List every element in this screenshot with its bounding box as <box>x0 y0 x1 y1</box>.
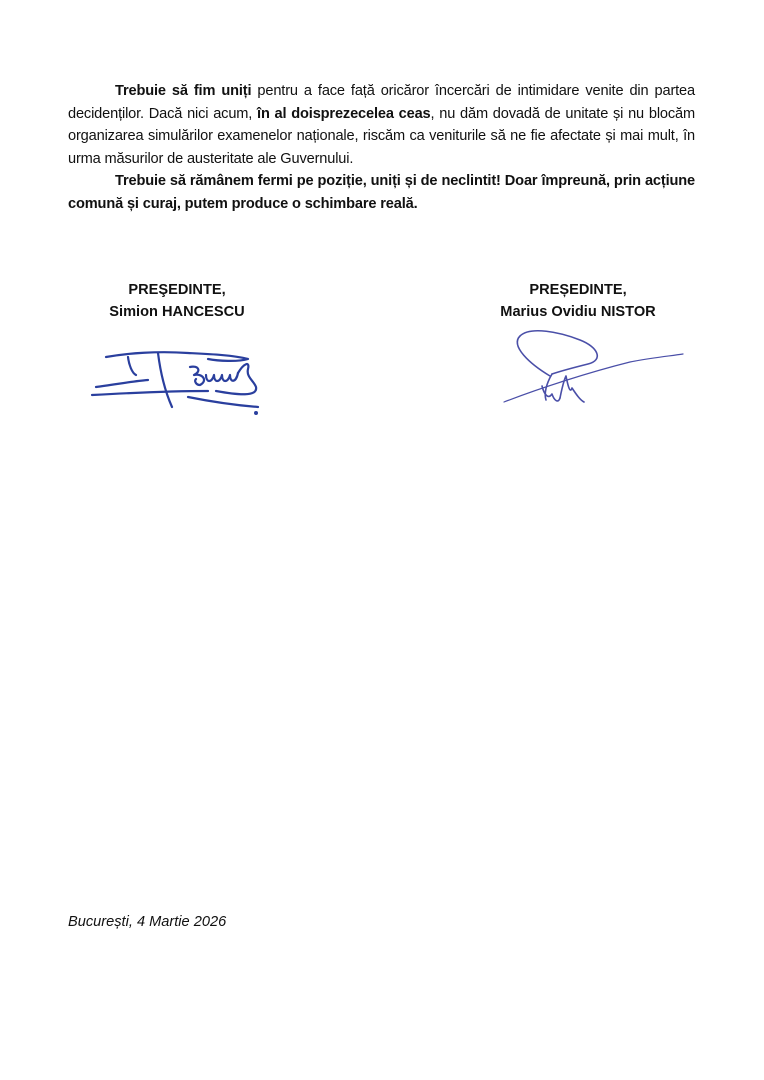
paragraph-1-text-a: pentru a face față oricăror încercări de intimidare venite din partea decidenților. Dacă nici acum, <box>68 83 695 122</box>
signatory-right-title: PREȘEDINTE, <box>529 282 627 298</box>
place-date: București, 4 Martie 2026 <box>68 914 227 930</box>
signatory-left-name: Simion HANCESCU <box>109 304 245 320</box>
signature-left-icon <box>88 345 288 417</box>
paragraph-1 <box>68 80 695 170</box>
emphasis-unity: Trebuie să fim uniți <box>115 83 252 99</box>
paragraph-2-text: Trebuie să rămânem fermi pe poziție, uniți și de neclintit! Doar împreună, prin acțiune comună și curaj, putem produce o schimbare reală. <box>68 173 695 212</box>
body-text <box>68 80 695 215</box>
paragraph-2 <box>68 170 695 215</box>
signatory-left <box>92 279 262 323</box>
signatory-right <box>478 279 678 323</box>
signatory-left-title: PREŞEDINTE, <box>128 282 226 298</box>
signatory-right-name: Marius Ovidiu NISTOR <box>500 304 656 320</box>
emphasis-eleventh-hour: în al doisprezecelea ceas <box>257 105 431 122</box>
signature-right-icon <box>500 328 685 410</box>
paragraph-1-text-b: , nu dăm dovadă de unitate și nu blocăm organizarea simulărilor examenelor naționale, riscăm ca veniturile să ne fie afectate și mai mult, în urma măsurilor de austeritate ale Guvernului. <box>68 105 695 167</box>
